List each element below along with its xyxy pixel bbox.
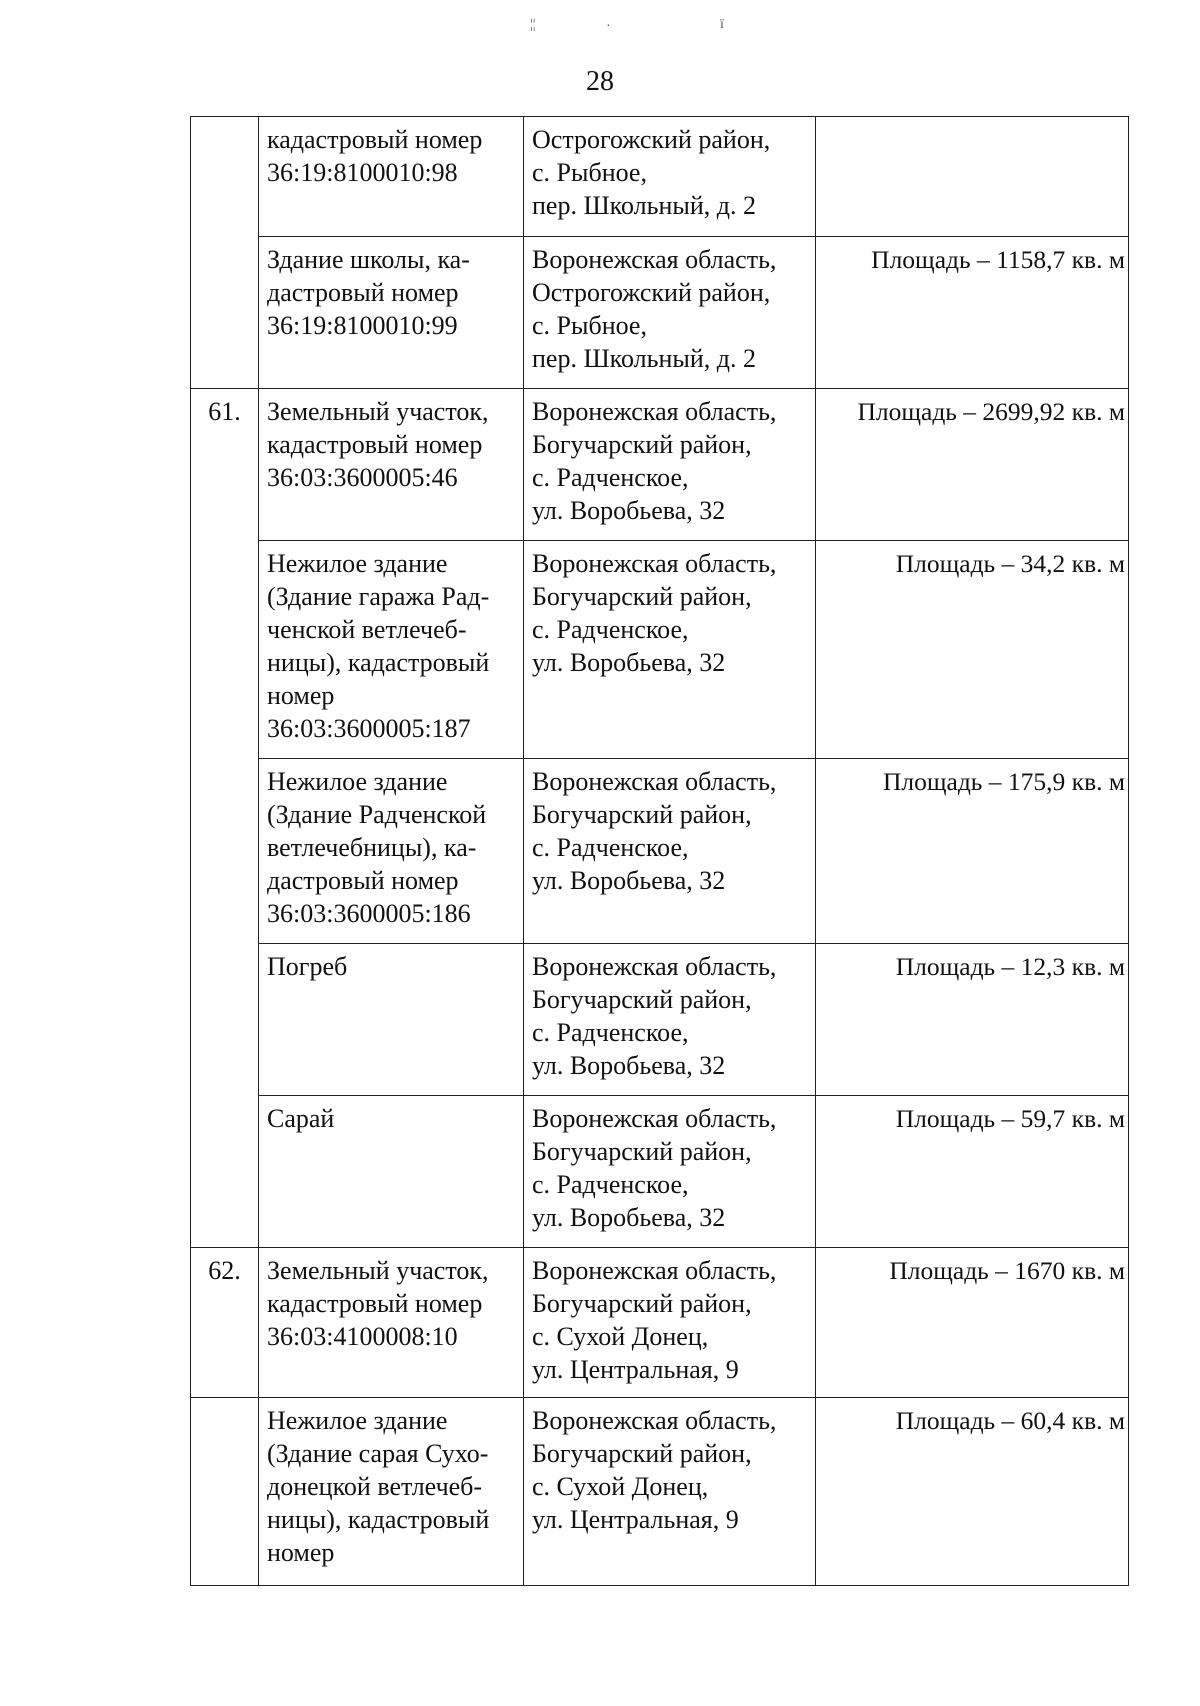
table-row [191,1096,1129,1248]
address-cell [524,759,816,944]
object-line: дастровый номер [267,866,459,895]
row-number-cell [191,117,259,237]
address-line: Богучарский район, [532,430,752,459]
table-row [191,1398,1129,1586]
scan-mark: · [606,19,611,34]
address-line: пер. Школьный, д. 2 [532,191,757,220]
address-line: с. Сухой Донец, [532,1472,709,1501]
object-line: Нежилое здание [267,549,448,578]
address-line: ул. Центральная, 9 [532,1355,739,1384]
address-cell [524,1398,816,1586]
address-line: ул. Воробьева, 32 [532,866,726,895]
area-cell: Площадь – 34,2 кв. м [816,541,1129,759]
table-row [191,1248,1129,1398]
address-cell [524,389,816,541]
object-line: (Здание гаража Рад- [267,582,490,611]
area-cell: Площадь – 175,9 кв. м [816,759,1129,944]
address-line: с. Радченское, [532,615,689,644]
row-number-cell: 61. [191,389,259,541]
object-line: (Здание Радченской [267,800,487,829]
object-cell [259,237,524,389]
row-number-cell [191,759,259,944]
scan-mark: ¦¦ [530,17,536,32]
address-line: с. Рыбное, [532,158,647,187]
area-cell [816,117,1129,237]
scan-mark: ї [720,17,724,32]
address-line: Воронежская область, [532,1256,777,1285]
table-row [191,944,1129,1096]
object-cell [259,1248,524,1398]
object-line: Нежилое здание [267,1406,448,1435]
area-cell: Площадь – 2699,92 кв. м [816,389,1129,541]
object-cell [259,1096,524,1248]
address-line: Воронежская область, [532,549,777,578]
address-line: Воронежская область, [532,245,777,274]
table-row [191,541,1129,759]
address-line: с. Радченское, [532,1170,689,1199]
address-line: Воронежская область, [532,397,777,426]
address-cell [524,1096,816,1248]
address-cell [524,117,816,237]
object-line: дастровый номер [267,278,459,307]
object-line: (Здание сарая Сухо- [267,1439,489,1468]
object-line: ченской ветлечеб- [267,615,467,644]
address-line: Воронежская область, [532,1104,777,1133]
address-line: Богучарский район, [532,800,752,829]
address-line: с. Радченское, [532,1018,689,1047]
address-line: ул. Центральная, 9 [532,1505,739,1534]
address-cell [524,541,816,759]
object-line: ницы), кадастровый [267,648,490,677]
object-line: Сарай [267,1104,335,1133]
address-cell [524,944,816,1096]
table-row [191,237,1129,389]
object-line: ветлечебницы), ка- [267,833,477,862]
address-line: с. Рыбное, [532,311,647,340]
object-line: 36:19:8100010:99 [267,311,458,340]
object-cell [259,541,524,759]
area-cell: Площадь – 59,7 кв. м [816,1096,1129,1248]
object-line: кадастровый номер [267,1289,483,1318]
row-number-cell [191,1398,259,1586]
object-cell [259,389,524,541]
property-table [190,116,1129,1586]
object-line: кадастровый номер [267,125,483,154]
row-number-cell [191,944,259,1096]
address-line: Богучарский район, [532,1137,752,1166]
address-line: Богучарский район, [532,1439,752,1468]
object-line: Земельный участок, [267,1256,489,1285]
object-line: донецкой ветлечеб- [267,1472,483,1501]
object-line: 36:19:8100010:98 [267,158,458,187]
object-line: Погреб [267,952,348,981]
area-cell: Площадь – 60,4 кв. м [816,1398,1129,1586]
address-line: Богучарский район, [532,985,752,1014]
row-number-cell [191,541,259,759]
address-line: пер. Школьный, д. 2 [532,344,757,373]
address-line: ул. Воробьева, 32 [532,1203,726,1232]
address-line: с. Радченское, [532,463,689,492]
object-line: 36:03:3600005:187 [267,714,471,743]
object-line: ницы), кадастровый [267,1505,490,1534]
table-row [191,117,1129,237]
address-line: с. Сухой Донец, [532,1322,709,1351]
object-line: Земельный участок, [267,397,489,426]
area-cell: Площадь – 12,3 кв. м [816,944,1129,1096]
address-line: Воронежская область, [532,767,777,796]
table-row [191,759,1129,944]
object-cell [259,117,524,237]
row-number-cell: 62. [191,1248,259,1398]
row-number-cell [191,237,259,389]
address-line: Богучарский район, [532,1289,752,1318]
area-cell: Площадь – 1158,7 кв. м [816,237,1129,389]
object-line: 36:03:3600005:186 [267,899,471,928]
area-cell: Площадь – 1670 кв. м [816,1248,1129,1398]
row-number-cell [191,1096,259,1248]
object-cell [259,1398,524,1586]
page-number: 28 [586,66,614,97]
object-line: Здание школы, ка- [267,245,470,274]
object-cell [259,759,524,944]
address-line: Острогожский район, [532,278,771,307]
address-line: Воронежская область, [532,952,777,981]
object-line: 36:03:4100008:10 [267,1322,458,1351]
address-line: ул. Воробьева, 32 [532,1051,726,1080]
address-cell [524,237,816,389]
object-line: Нежилое здание [267,767,448,796]
address-line: с. Радченское, [532,833,689,862]
address-line: Воронежская область, [532,1406,777,1435]
property-table-container [190,116,1128,1586]
table-row [191,389,1129,541]
address-line: Богучарский район, [532,582,752,611]
address-line: ул. Воробьева, 32 [532,648,726,677]
object-cell [259,944,524,1096]
address-line: ул. Воробьева, 32 [532,496,726,525]
object-line: кадастровый номер [267,430,483,459]
object-line: номер [267,1538,335,1567]
object-line: 36:03:3600005:46 [267,463,458,492]
address-line: Острогожский район, [532,125,771,154]
address-cell [524,1248,816,1398]
object-line: номер [267,681,335,710]
